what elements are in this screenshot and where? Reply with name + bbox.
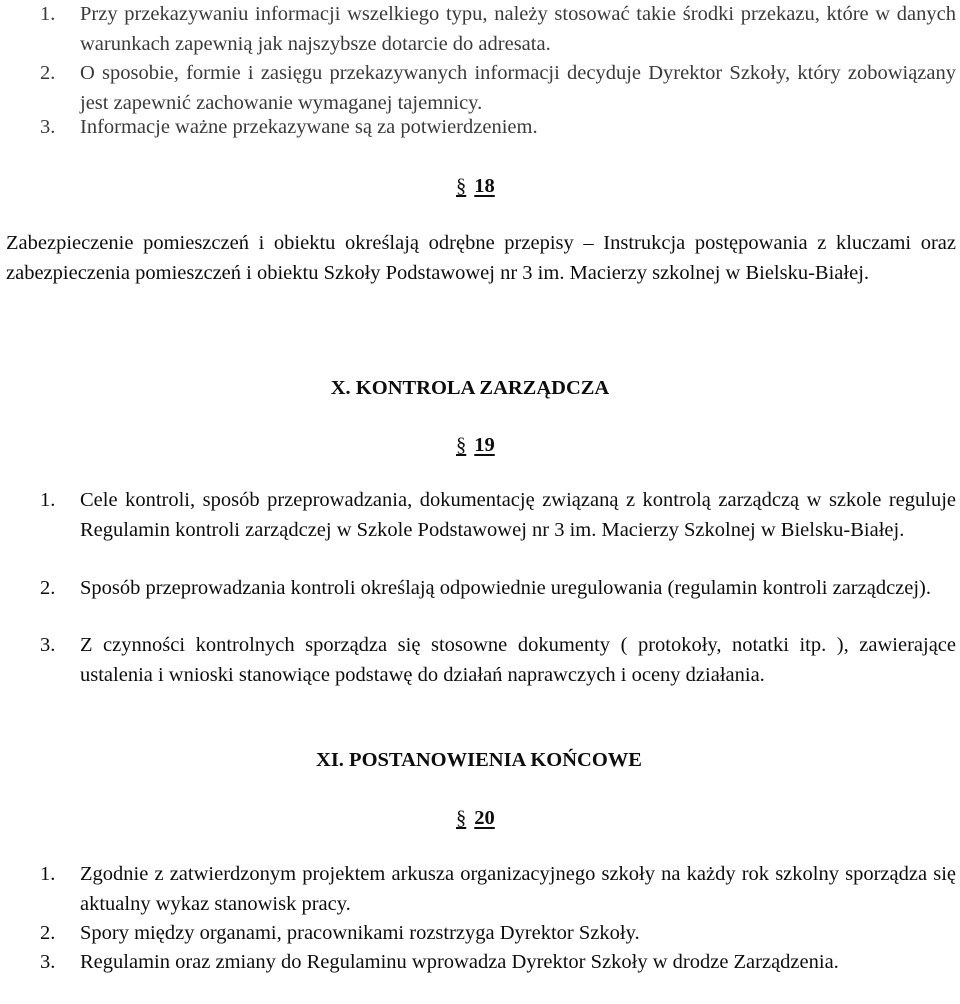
- section-heading-19: [456, 430, 495, 460]
- list-number: 1.: [40, 863, 56, 885]
- list-number: 3.: [40, 634, 56, 656]
- list-item: [0, 574, 956, 604]
- list-item: [0, 860, 956, 919]
- section-heading-20: [456, 803, 495, 833]
- list-text: Przy przekazywaniu informacji wszelkiego typu, należy stosować takie środki przekazu, które w danych warunkach zapewnią jak najszybsze dotarcie do adresata.: [80, 3, 956, 55]
- chapter-title-x: X. KONTROLA ZARZĄDCZA: [330, 377, 610, 399]
- list-item: [0, 948, 956, 978]
- list-item: [0, 113, 956, 143]
- list-text: Spory między organami, pracownikami rozstrzyga Dyrektor Szkoły.: [80, 922, 640, 944]
- chapter-title-xi: XI. POSTANOWIENIA KOŃCOWE: [316, 749, 642, 771]
- section-number: 18: [474, 175, 495, 197]
- paragraph-symbol: §: [456, 434, 467, 456]
- paragraph-symbol: §: [456, 807, 467, 829]
- list-number: 3.: [40, 951, 56, 973]
- list-number: 1.: [40, 489, 56, 511]
- list-item: [0, 59, 956, 118]
- list-number: 2.: [40, 62, 56, 84]
- list-text: Sposób przeprowadzania kontroli określają odpowiednie uregulowania (regulamin kontroli zarządczej).: [80, 577, 932, 599]
- list-item: [0, 0, 956, 59]
- section-number: 19: [474, 434, 495, 456]
- list-text: Regulamin oraz zmiany do Regulaminu wprowadza Dyrektor Szkoły w drodze Zarządzenia.: [80, 951, 839, 973]
- list-text: Informacje ważne przekazywane są za potwierdzeniem.: [80, 116, 538, 138]
- list-text: Zgodnie z zatwierdzonym projektem arkusza organizacyjnego szkoły na każdy rok szkolny sporządza się aktualny wykaz stanowisk pracy.: [80, 863, 956, 915]
- list-item: [0, 486, 956, 545]
- list-number: 2.: [40, 577, 56, 599]
- section-heading-18: [456, 171, 495, 201]
- paragraph-symbol: §: [456, 175, 467, 197]
- section-number: 20: [474, 807, 495, 829]
- section-18-paragraph: Zabezpieczenie pomieszczeń i obiektu określają odrębne przepisy – Instrukcja postępowania z kluczami oraz zabezpieczenia pomieszczeń i obiektu Szkoły Podstawowej nr 3 im. Macierzy szkolnej w Bielsku-Białej.: [6, 232, 956, 284]
- list-number: 3.: [40, 116, 56, 138]
- list-text: Z czynności kontrolnych sporządza się stosowne dokumenty ( protokoły, notatki itp. ), zawierające ustalenia i wnioski stanowiące podstawę do działań naprawczych i oceny działania.: [80, 634, 956, 686]
- list-text: Cele kontroli, sposób przeprowadzania, dokumentację związaną z kontrolą zarządczą w szkole reguluje Regulamin kontroli zarządczej w Szkole Podstawowej nr 3 im. Macierzy Szkolnej w Bielsku-Białej.: [80, 489, 956, 541]
- list-number: 2.: [40, 922, 56, 944]
- list-item: [0, 919, 956, 949]
- list-number: 1.: [40, 3, 56, 25]
- list-text: O sposobie, formie i zasięgu przekazywanych informacji decyduje Dyrektor Szkoły, który zobowiązany jest zapewnić zachowanie wymaganej tajemnicy.: [80, 62, 956, 114]
- list-item: [0, 631, 956, 690]
